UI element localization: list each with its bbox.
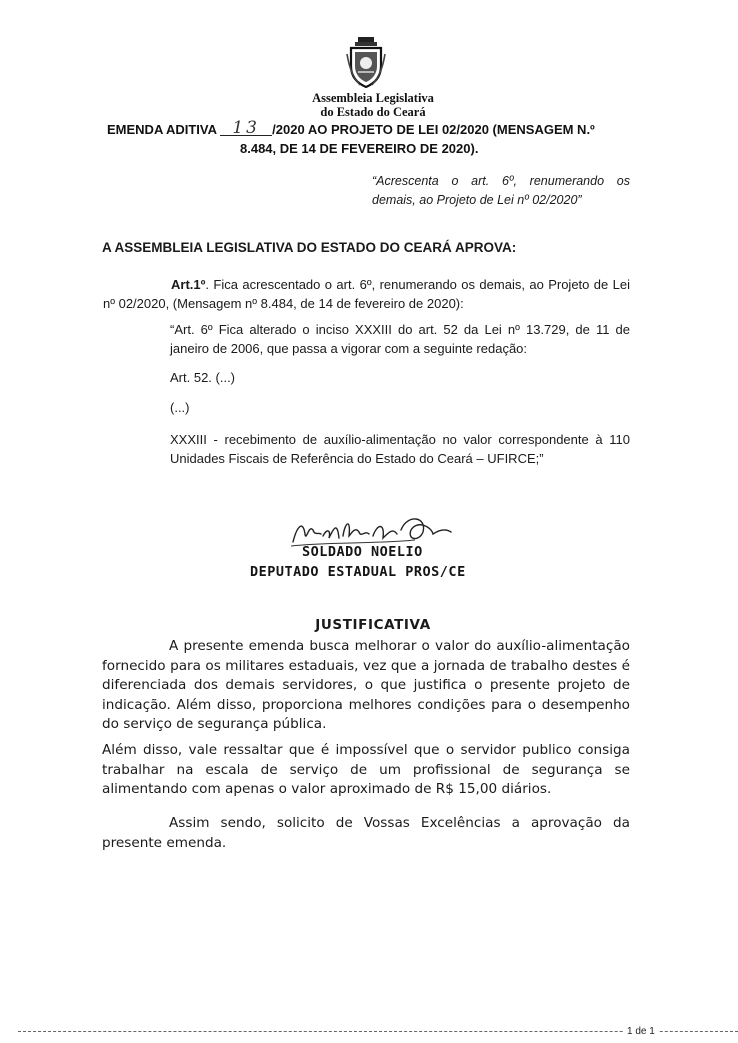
ementa: “Acrescenta o art. 6º, renumerando os demais, ao Projeto de Lei nº 02/2020” <box>372 174 630 207</box>
amendment-prefix: EMENDA ADITIVA <box>107 122 217 137</box>
institution-name-line1: Assembleia Legislativa <box>312 91 434 105</box>
article-6-quote: “Art. 6º Fica alterado o inciso XXXIII do art. 52 da Lei nº 13.729, de 11 de janeiro de 2006, que passa a vigorar com a seguinte redação: <box>170 322 630 356</box>
article-52-ref: Art. 52. (...) <box>170 370 236 385</box>
article-1 <box>103 275 630 313</box>
amendment-heading <box>107 118 595 138</box>
amendment-heading-line2: 8.484, DE 14 DE FEVEREIRO DE 2020). <box>240 141 479 156</box>
inciso-xxxiii: XXXIII - recebimento de auxílio-alimentação no valor correspondente à 110 Unidades Fiscais de Referência do Estado do Ceará – UFIRCE;” <box>170 432 630 466</box>
ceara-coat-of-arms-icon <box>346 36 386 88</box>
amendment-number-handwritten: 13 <box>220 121 272 136</box>
enacting-clause: A ASSEMBLEIA LEGISLATIVA DO ESTADO DO CEARÁ APROVA: <box>102 240 517 255</box>
justification-paragraph-2: Além disso, vale ressaltar que é impossível que o servidor publico consiga trabalhar na escala de serviço de um profissional de segurança se alimentando com apenas o valor aproximado de R$ 15,00 diários. <box>102 742 630 797</box>
signer-title: DEPUTADO ESTADUAL PROS/CE <box>250 564 466 580</box>
article-1-label: Art.1º <box>171 277 206 292</box>
justification-title: JUSTIFICATIVA <box>315 617 431 633</box>
justification-paragraph-3: Assim sendo, solicito de Vossas Excelências a aprovação da presente emenda. <box>102 815 630 851</box>
amendment-heading-rest: /2020 AO PROJETO DE LEI 02/2020 (MENSAGEM N.º <box>272 122 595 137</box>
justification-paragraph-1: A presente emenda busca melhorar o valor do auxílio-alimentação fornecido para os militares estaduais, vez que a jornada de trabalho destes é diferenciada dos demais servidores, o que justifica o presente projeto de indicação. Além disso, proporciona melhores condições para o desempenho do serviço de segurança pública. <box>102 638 630 732</box>
article-1-text: . Fica acrescentado o art. 6º, renumerando os demais, ao Projeto de Lei nº 02/2020, (Mensagem nº 8.484, de 14 de fevereiro de 2020): <box>103 277 630 311</box>
ellipsis: (...) <box>170 400 190 415</box>
page-number: 1 de 1 <box>624 1026 658 1037</box>
institution-name-line2: do Estado do Ceará <box>320 105 426 119</box>
signer-name: SOLDADO NOELIO <box>302 544 423 560</box>
